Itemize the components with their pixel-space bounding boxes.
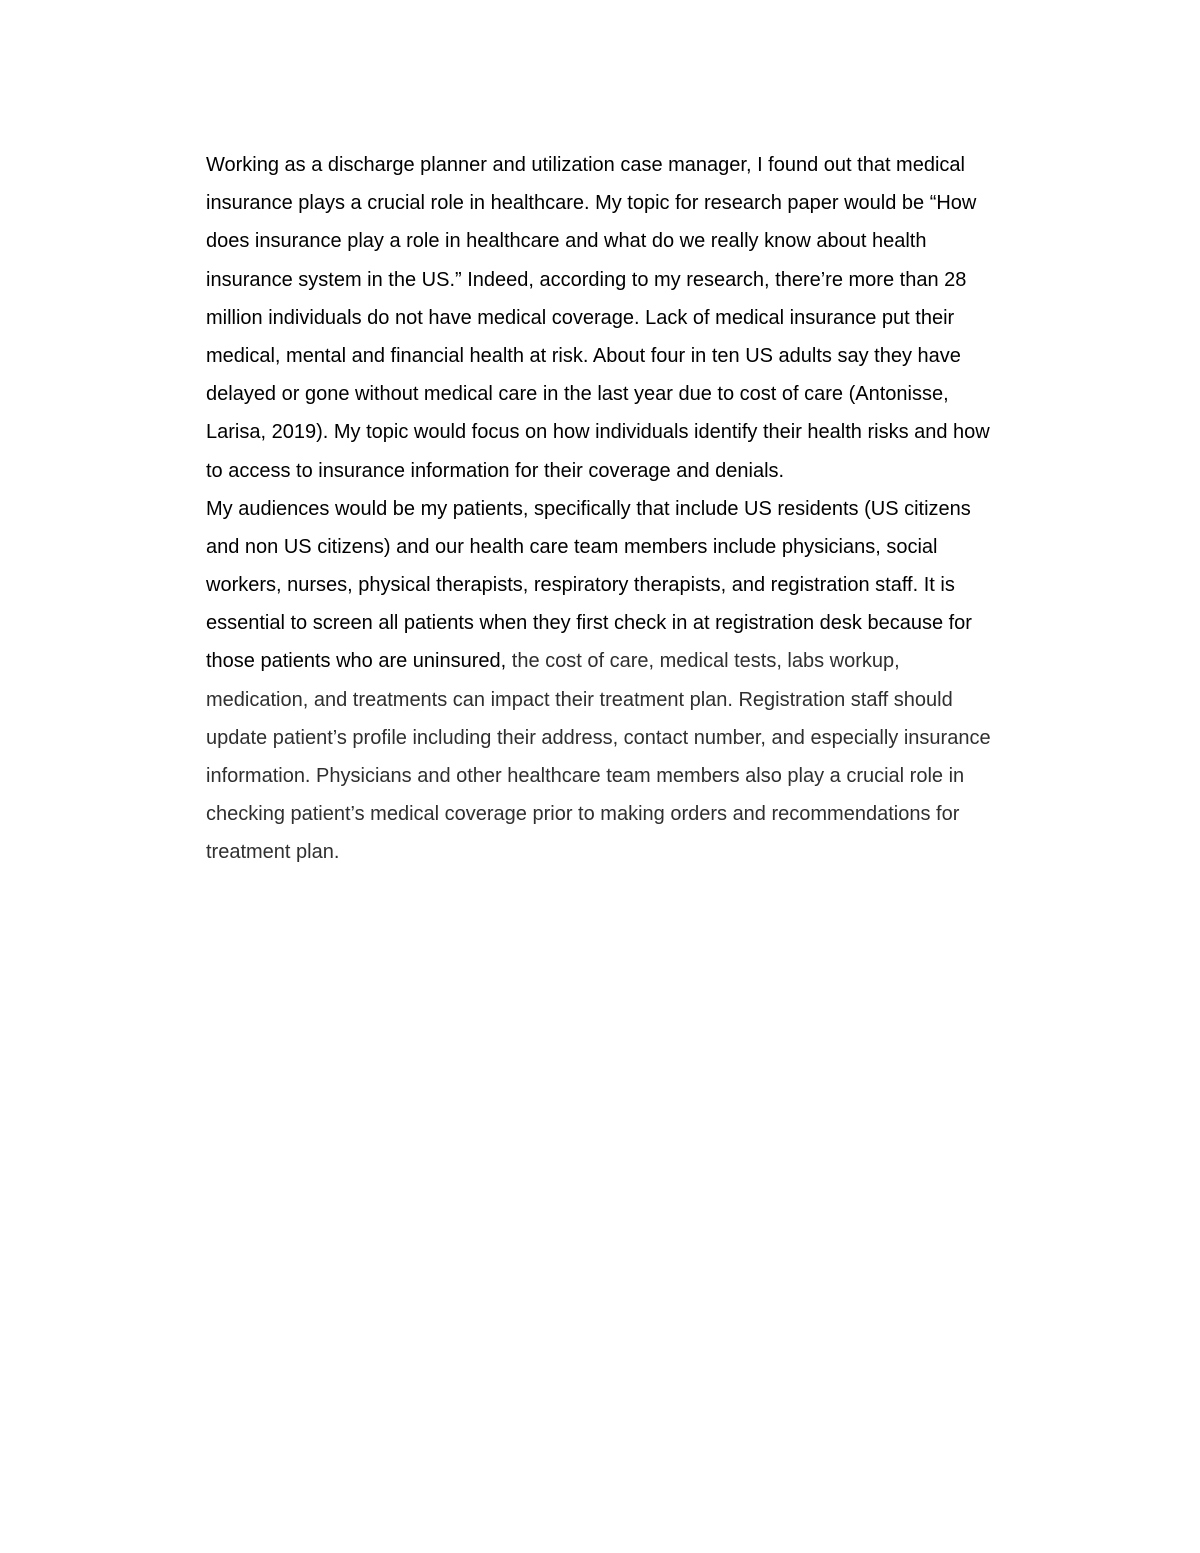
text-line: essential to screen all patients when they first check in at registration desk because for [206, 612, 972, 635]
text-line: Larisa, 2019). My topic would focus on how individuals identify their health risks and how [206, 421, 990, 444]
text-line-split [206, 642, 1076, 680]
text-line: checking patient’s medical coverage prior to making orders and recommendations for [206, 803, 960, 826]
text-line: insurance system in the US.” Indeed, according to my research, there’re more than 28 [206, 268, 967, 291]
text-segment-grey: the cost of care, medical tests, labs workup, [506, 650, 900, 673]
text-line: information. Physicians and other healthcare team members also play a crucial role in [206, 765, 965, 787]
document-body [206, 146, 1076, 872]
text-line: update patient’s profile including their address, contact number, and especially insurance [206, 726, 991, 749]
text-line: to access to insurance information for their coverage and denials. [206, 459, 785, 482]
text-line: workers, nurses, physical therapists, respiratory therapists, and registration staff. It is [206, 574, 955, 597]
text-line: does insurance play a role in healthcare and what do we really know about health [206, 230, 927, 253]
text-line: medication, and treatments can impact their treatment plan. Registration staff should [206, 688, 953, 711]
text-line: My audiences would be my patients, specifically that include US residents (US citizens [206, 497, 971, 520]
text-line: delayed or gone without medical care in the last year due to cost of care (Antonisse, [206, 383, 949, 406]
text-line: treatment plan. [206, 841, 340, 864]
text-line: and non US citizens) and our health care team members include physicians, social [206, 535, 938, 558]
text-segment-dark: those patients who are uninsured, [206, 650, 507, 673]
text-line: million individuals do not have medical coverage. Lack of medical insurance put their [206, 306, 955, 329]
text-line: Working as a discharge planner and utilization case manager, I found out that medical [206, 154, 965, 176]
text-line: medical, mental and financial health at risk. About four in ten US adults say they have [206, 344, 961, 367]
text-line: insurance plays a crucial role in healthcare. My topic for research paper would be “How [206, 192, 977, 215]
